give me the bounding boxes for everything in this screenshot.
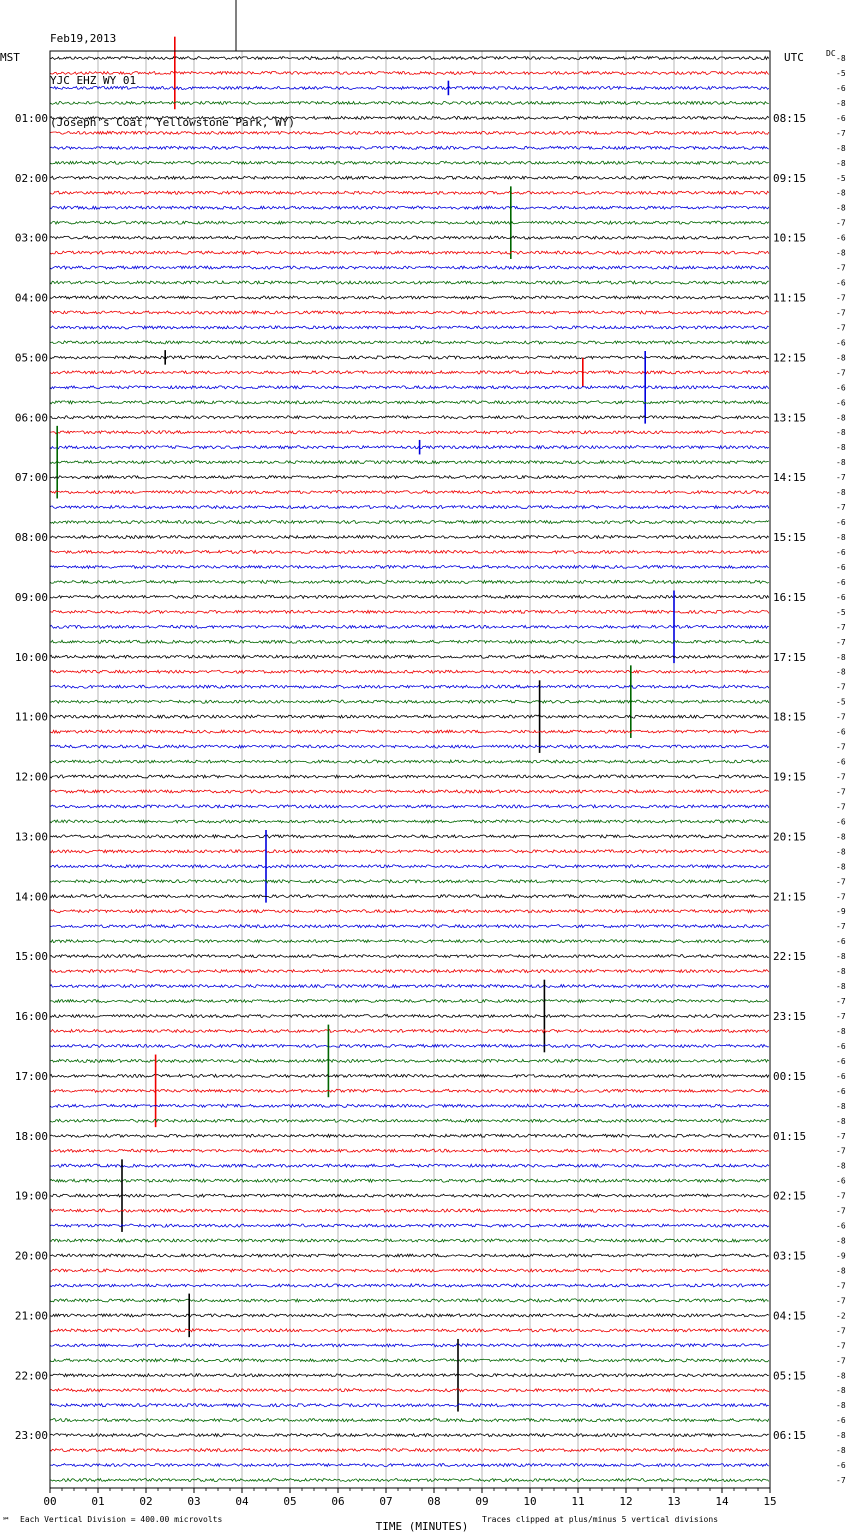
left-hour-label: 09:00	[14, 590, 48, 604]
trace-line	[50, 1464, 769, 1467]
trace-line	[50, 1254, 769, 1257]
trace-line	[50, 580, 769, 583]
right-hour-label: 02:15	[773, 1189, 807, 1203]
trace-line	[50, 670, 769, 673]
right-hour-label: 12:15	[773, 351, 807, 365]
dc-offset-label: -7	[836, 218, 846, 228]
trace-line	[50, 146, 769, 149]
dc-offset-label: -8	[836, 188, 846, 198]
right-hour-label: 20:15	[773, 830, 807, 844]
trace-line	[50, 1419, 769, 1422]
dc-offset-label: -6	[836, 577, 846, 587]
dc-offset-label: -8	[836, 428, 846, 438]
trace-line	[50, 835, 769, 838]
trace-line	[50, 506, 769, 509]
trace-line	[50, 1434, 769, 1437]
trace-line	[50, 940, 769, 943]
trace-line	[50, 491, 769, 494]
trace-line	[50, 72, 769, 75]
right-hour-label: 19:15	[773, 770, 807, 784]
dc-offset-label: -8	[836, 1101, 846, 1111]
trace-line	[50, 191, 769, 194]
trace-line	[50, 1179, 769, 1182]
trace-line	[50, 116, 769, 119]
left-hour-label: 16:00	[14, 1010, 48, 1023]
left-hour-label: 05:00	[14, 351, 48, 365]
left-hour-label: 01:00	[14, 111, 48, 125]
trace-line	[50, 1209, 769, 1212]
x-tick-label: 00	[43, 1495, 57, 1508]
dc-offset-label: -7	[836, 1012, 846, 1021]
dc-offset-label: -7	[836, 1191, 846, 1201]
right-hour-label: 22:15	[773, 950, 807, 964]
dc-offset-label: -8	[836, 1386, 846, 1396]
x-tick-label: 04	[235, 1495, 249, 1508]
dc-offset-label: -7	[836, 742, 846, 752]
left-hour-label: 15:00	[14, 950, 48, 964]
left-timezone-label: MST	[0, 51, 20, 64]
right-hour-label: 14:15	[773, 471, 807, 485]
scale-note: Each Vertical Division = 400.00 microvolts	[20, 1515, 223, 1524]
dc-offset-label: -6	[836, 1041, 846, 1051]
x-tick-label: 01	[91, 1495, 105, 1508]
trace-line	[50, 865, 769, 868]
trace-line	[50, 236, 769, 239]
dc-offset-label: -7	[836, 323, 846, 333]
trace-line	[50, 521, 769, 524]
dc-offset-label: -8	[836, 862, 846, 872]
right-hour-label: 06:15	[773, 1429, 807, 1443]
trace-line	[50, 625, 769, 628]
dc-label: DC	[826, 49, 836, 58]
x-axis-label: TIME (MINUTES)	[375, 1520, 469, 1533]
dc-offset-label: -7	[836, 1476, 846, 1486]
dc-offset-label: -7	[836, 1281, 846, 1291]
dc-offset-label: -6	[836, 1056, 846, 1066]
dc-offset-label: -6	[836, 518, 846, 528]
dc-offset-label: -8	[836, 158, 846, 168]
trace-line	[50, 850, 769, 853]
dc-offset-label: -8	[836, 952, 846, 962]
trace-line	[50, 985, 769, 988]
trace-line	[50, 640, 769, 643]
dc-offset-label: -6	[836, 233, 846, 243]
dc-offset-label: -9	[836, 1251, 846, 1261]
trace-line	[50, 101, 769, 104]
dc-offset-label: -8	[836, 98, 846, 108]
dc-offset-label: -5	[836, 607, 846, 617]
dc-offset-label: -6	[836, 757, 846, 767]
trace-line	[50, 700, 769, 703]
dc-offset-label: -7	[836, 877, 846, 887]
left-hour-label: 11:00	[14, 710, 48, 724]
x-tick-label: 11	[571, 1495, 585, 1508]
trace-line	[50, 446, 769, 449]
dc-offset-label: -7	[836, 1341, 846, 1351]
dc-offset-label: -6	[836, 278, 846, 288]
dc-offset-label: -6	[836, 338, 846, 348]
dc-offset-label: -5	[836, 697, 846, 707]
trace-line	[50, 1344, 769, 1347]
trace-line	[50, 1074, 769, 1077]
left-hour-label: 21:00	[14, 1309, 48, 1323]
dc-offset-label: -8	[836, 248, 846, 258]
dc-offset-label: -7	[836, 892, 846, 902]
dc-offset-label: -8	[836, 982, 846, 992]
dc-offset-label: -8	[836, 54, 846, 63]
trace-line	[50, 386, 769, 389]
dc-offset-label: -6	[836, 937, 846, 947]
x-tick-label: 12	[619, 1495, 633, 1508]
right-hour-label: 04:15	[773, 1309, 807, 1323]
dc-offset-label: -8	[836, 1161, 846, 1171]
dc-offset-label: -8	[836, 832, 846, 842]
trace-line	[50, 1284, 769, 1287]
trace-line	[50, 1389, 769, 1392]
trace-line	[50, 1044, 769, 1047]
x-tick-label: 10	[523, 1495, 537, 1508]
x-tick-label: 09	[475, 1495, 489, 1508]
x-tick-label: 14	[715, 1495, 729, 1508]
dc-offset-label: -7	[836, 922, 846, 932]
trace-line	[50, 1299, 769, 1302]
left-hour-label: 18:00	[14, 1129, 48, 1143]
dc-offset-label: -7	[836, 293, 846, 303]
station-code: YJC EHZ WY 01	[50, 74, 137, 87]
dc-offset-label: -8	[836, 413, 846, 423]
trace-line	[50, 131, 769, 134]
trace-line	[50, 341, 769, 344]
dc-offset-label: -6	[836, 113, 846, 123]
dc-offset-label: -8	[836, 488, 846, 498]
trace-line	[50, 610, 769, 613]
dc-offset-label: -6	[836, 1086, 846, 1096]
dc-offset-label: -7	[836, 1146, 846, 1156]
trace-line	[50, 86, 769, 89]
dc-offset-label: -7	[836, 637, 846, 647]
trace-line	[50, 296, 769, 299]
dc-offset-label: -8	[836, 652, 846, 662]
trace-line	[50, 251, 769, 254]
dc-offset-label: -6	[836, 83, 846, 93]
right-hour-label: 16:15	[773, 590, 807, 604]
trace-line	[50, 970, 769, 973]
trace-line	[50, 1449, 769, 1452]
trace-line	[50, 1374, 769, 1377]
left-hour-label: 20:00	[14, 1249, 48, 1263]
dc-offset-label: -6	[836, 1071, 846, 1081]
left-hour-label: 07:00	[14, 471, 48, 485]
dc-offset-label: -8	[836, 443, 846, 453]
dc-offset-label: -8	[836, 1401, 846, 1411]
dc-offset-label: -6	[836, 398, 846, 408]
dc-offset-label: -8	[836, 1446, 846, 1456]
dc-offset-label: -6	[836, 562, 846, 572]
dc-offset-label: -7	[836, 473, 846, 483]
right-hour-label: 09:15	[773, 171, 807, 185]
left-hour-label: 04:00	[14, 291, 48, 305]
left-hour-label: 22:00	[14, 1369, 48, 1383]
trace-line	[50, 790, 769, 793]
trace-line	[50, 1329, 769, 1332]
dc-offset-label: -7	[836, 503, 846, 513]
trace-line	[50, 161, 769, 164]
trace-line	[50, 880, 769, 883]
trace-line	[50, 1000, 769, 1003]
right-hour-label: 23:15	[773, 1010, 807, 1023]
clip-note: Traces clipped at plus/minus 5 vertical divisions	[482, 1515, 719, 1524]
x-tick-label: 05	[283, 1495, 297, 1508]
trace-group	[50, 37, 769, 1482]
trace-line	[50, 1314, 769, 1317]
right-hour-label: 00:15	[773, 1069, 807, 1083]
dc-offset-label: -7	[836, 308, 846, 318]
trace-line	[50, 266, 769, 269]
dc-offset-label: -6	[836, 1416, 846, 1426]
trace-line	[50, 1104, 769, 1107]
right-hour-label: 01:15	[773, 1129, 807, 1143]
left-hour-label: 19:00	[14, 1189, 48, 1203]
trace-line	[50, 1089, 769, 1092]
dc-offset-label: -6	[836, 1461, 846, 1471]
x-tick-label: 06	[331, 1495, 345, 1508]
trace-line	[50, 925, 769, 928]
trace-line	[50, 1164, 769, 1167]
x-tick-label: 13	[667, 1495, 681, 1508]
dc-offset-label: -6	[836, 727, 846, 737]
x-tick-label: 02	[139, 1495, 153, 1508]
right-hour-label: 08:15	[773, 111, 807, 125]
dc-offset-label: -8	[836, 1236, 846, 1246]
dc-offset-label: -7	[836, 1206, 846, 1216]
right-hour-label: 05:15	[773, 1369, 807, 1383]
trace-line	[50, 536, 769, 539]
dc-offset-label: -7	[836, 1131, 846, 1141]
trace-line	[50, 595, 769, 598]
dc-offset-label: -8	[836, 353, 846, 363]
trace-line	[50, 371, 769, 374]
right-hour-label: 11:15	[773, 291, 807, 305]
dc-offset-label: -8	[836, 967, 846, 977]
left-hour-label: 13:00	[14, 830, 48, 844]
left-hour-label: 14:00	[14, 890, 48, 904]
trace-line	[50, 281, 769, 284]
trace-line	[50, 955, 769, 958]
x-tick-label: 15	[763, 1495, 777, 1508]
dc-offset-label: -7	[836, 263, 846, 273]
right-hour-label: 21:15	[773, 890, 807, 904]
dc-offset-label: -7	[836, 682, 846, 692]
right-hour-label: 10:15	[773, 231, 807, 245]
dc-offset-label: -8	[836, 203, 846, 213]
trace-line	[50, 745, 769, 748]
dc-offset-label: -7	[836, 802, 846, 812]
dc-offset-label: -8	[836, 667, 846, 677]
trace-line	[50, 311, 769, 314]
left-hour-label: 10:00	[14, 650, 48, 664]
trace-line	[50, 476, 769, 479]
right-hour-label: 15:15	[773, 531, 807, 544]
dc-offset-label: -8	[836, 1431, 846, 1441]
dc-offset-label: -6	[836, 817, 846, 827]
station-location: (Joseph's Coat, Yellowstone Park, WY)	[50, 116, 296, 129]
dc-offset-label: -7	[836, 772, 846, 782]
dc-offset-label: -6	[836, 1176, 846, 1186]
trace-line	[50, 356, 769, 359]
dc-offset-label: -8	[836, 1026, 846, 1036]
dc-offset-label: -9	[836, 907, 846, 917]
trace-line	[50, 760, 769, 763]
left-hour-label: 02:00	[14, 171, 48, 185]
trace-line	[50, 1224, 769, 1227]
trace-line	[50, 461, 769, 464]
right-timezone-label: UTC	[784, 51, 804, 64]
right-hour-label: 03:15	[773, 1249, 807, 1263]
trace-line	[50, 1119, 769, 1122]
dc-offset-label: -8	[836, 533, 846, 542]
trace-line	[50, 1030, 769, 1033]
trace-line	[50, 715, 769, 718]
trace-line	[50, 1479, 769, 1482]
dc-offset-label: -7	[836, 787, 846, 797]
trace-line	[50, 431, 769, 434]
trace-line	[50, 416, 769, 419]
trace-line	[50, 401, 769, 404]
dc-offset-label: -2	[836, 1311, 846, 1321]
trace-line	[50, 565, 769, 568]
dc-offset-label: -6	[836, 383, 846, 393]
trace-line	[50, 1404, 769, 1407]
dc-offset-label: -7	[836, 622, 846, 632]
dc-offset-label: -8	[836, 847, 846, 857]
trace-line	[50, 176, 769, 179]
dc-offset-label: -8	[836, 143, 846, 153]
trace-line	[50, 775, 769, 778]
trace-line	[50, 805, 769, 808]
dc-offset-label: -8	[836, 458, 846, 468]
trace-line	[50, 1059, 769, 1062]
dc-offset-label: -6	[836, 592, 846, 602]
dc-offset-label: -6	[836, 547, 846, 557]
dc-offset-label: -7	[836, 1326, 846, 1336]
plot-date: Feb19,2013	[50, 32, 117, 45]
trace-line	[50, 1194, 769, 1197]
dc-offset-label: -7	[836, 1296, 846, 1306]
trace-line	[50, 206, 769, 209]
dc-offset-label: -5	[836, 68, 846, 78]
trace-line	[50, 895, 769, 898]
dc-offset-label: -8	[836, 1266, 846, 1276]
right-hour-label: 17:15	[773, 650, 807, 664]
left-hour-label: 06:00	[14, 411, 48, 425]
x-tick-label: 08	[427, 1495, 441, 1508]
dc-offset-label: -6	[836, 1221, 846, 1231]
trace-line	[50, 551, 769, 554]
trace-line	[50, 57, 769, 60]
dc-offset-label: -7	[836, 128, 846, 138]
dc-offset-label: -7	[836, 712, 846, 722]
trace-line	[50, 1015, 769, 1018]
trace-line	[50, 1134, 769, 1137]
trace-line	[50, 685, 769, 688]
trace-line	[50, 1359, 769, 1362]
left-hour-label: 23:00	[14, 1429, 48, 1443]
trace-line	[50, 1269, 769, 1272]
dc-offset-label: -7	[836, 1356, 846, 1366]
x-tick-label: 07	[379, 1495, 393, 1508]
trace-line	[50, 910, 769, 913]
trace-line	[50, 730, 769, 733]
right-hour-label: 18:15	[773, 710, 807, 724]
dc-offset-label: -5	[836, 173, 846, 183]
trace-line	[50, 326, 769, 329]
right-hour-label: 13:15	[773, 411, 807, 425]
trace-line	[50, 1239, 769, 1242]
corner-mark: ℠	[2, 1516, 11, 1525]
trace-line	[50, 221, 769, 224]
trace-line	[50, 1149, 769, 1152]
trace-line	[50, 655, 769, 658]
left-hour-label: 08:00	[14, 531, 48, 544]
dc-offset-label: -7	[836, 997, 846, 1007]
dc-offset-label: -7	[836, 368, 846, 378]
left-hour-label: 17:00	[14, 1069, 48, 1083]
left-hour-label: 03:00	[14, 231, 48, 245]
dc-offset-label: -8	[836, 1371, 846, 1381]
left-hour-label: 12:00	[14, 770, 48, 784]
dc-offset-label: -8	[836, 1116, 846, 1126]
x-tick-label: 03	[187, 1495, 201, 1508]
trace-line	[50, 820, 769, 823]
